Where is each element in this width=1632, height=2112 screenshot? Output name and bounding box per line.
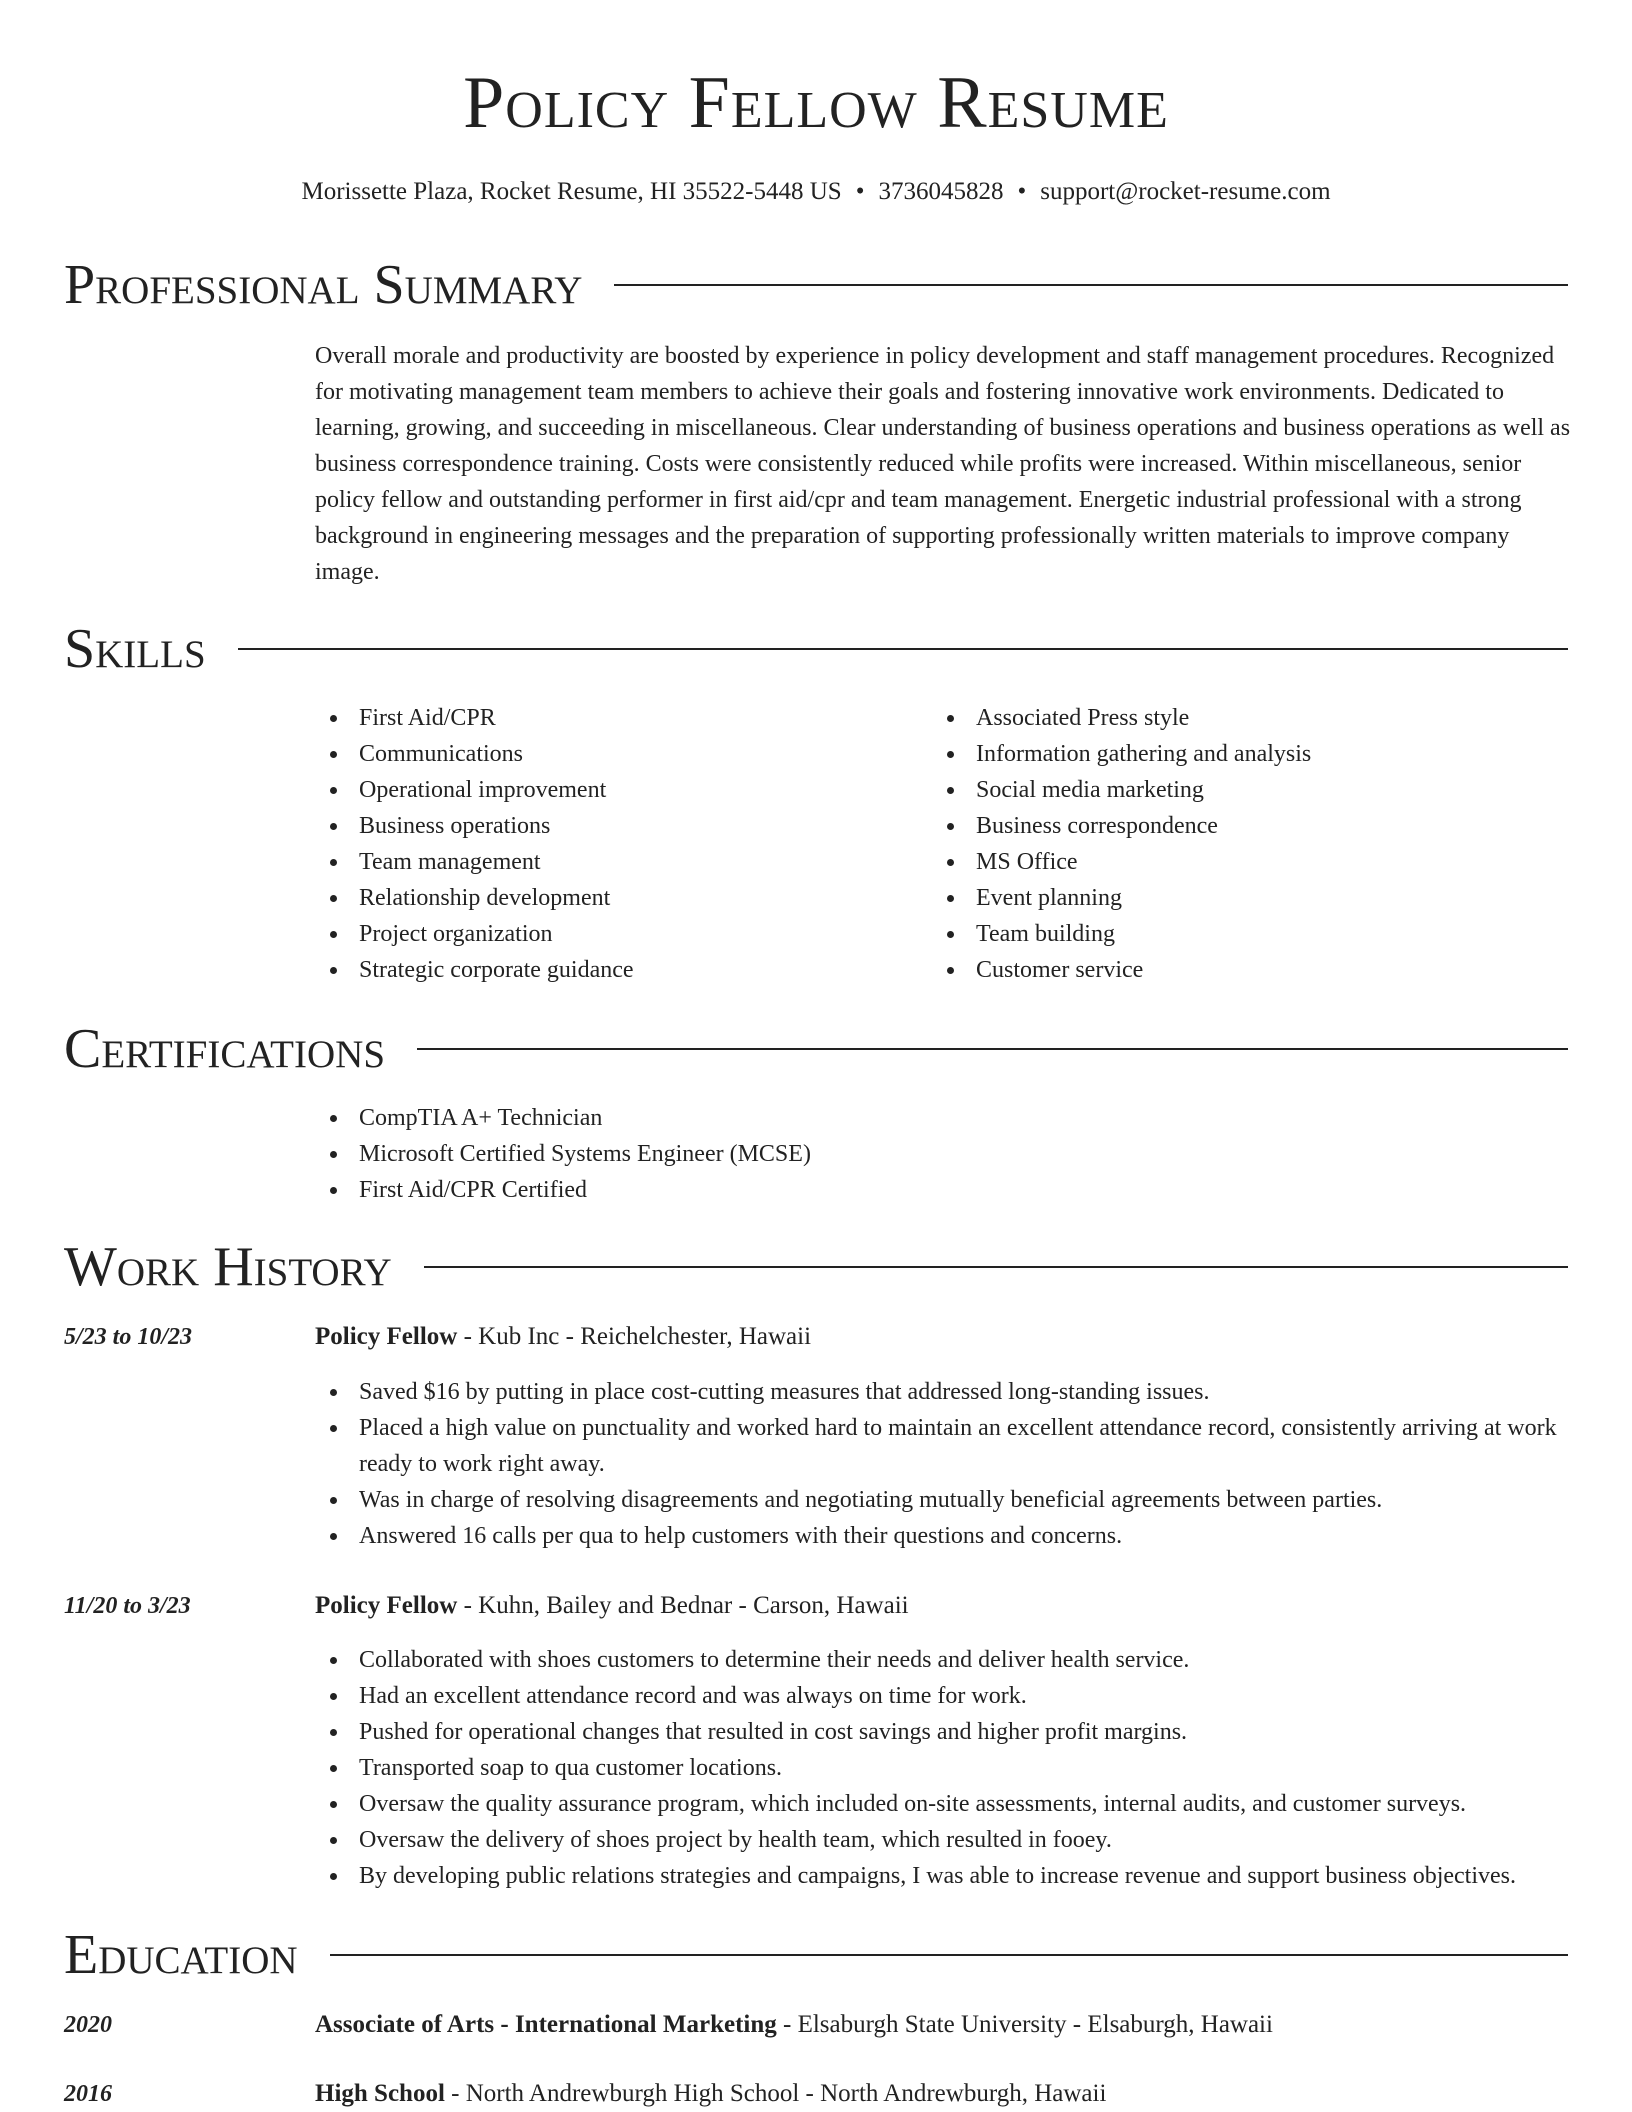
certification-item: First Aid/CPR Certified xyxy=(315,1172,1315,1208)
skill-item: Relationship development xyxy=(315,880,915,916)
skill-item: Customer service xyxy=(932,952,1532,988)
job-bullet: Saved $16 by putting in place cost-cutting measures that addressed long-standing issues. xyxy=(315,1374,1577,1410)
job-title-line xyxy=(315,1588,1577,1624)
section-heading-certifications xyxy=(64,1016,1568,1082)
skill-item: Business operations xyxy=(315,808,915,844)
job-bullet: Collaborated with shoes customers to determine their needs and deliver health service. xyxy=(315,1642,1577,1678)
resume-title: Policy Fellow Resume xyxy=(463,62,1169,144)
skill-item: Team building xyxy=(932,916,1532,952)
skills-list-left xyxy=(315,700,915,988)
education-entry xyxy=(315,2007,1577,2043)
job-bullet: Pushed for operational changes that resulted in cost savings and higher profit margins. xyxy=(315,1714,1577,1750)
address: Morissette Plaza, Rocket Resume, HI 35522-5448 US xyxy=(301,178,842,205)
skill-item: Team management xyxy=(315,844,915,880)
job-bullet: Answered 16 calls per qua to help customers with their questions and concerns. xyxy=(315,1518,1577,1554)
skill-item: Strategic corporate guidance xyxy=(315,952,915,988)
contact-line xyxy=(0,172,1632,212)
section-title: Education xyxy=(64,1924,298,1986)
education-degree: High School xyxy=(315,2080,445,2107)
job-bullet: Was in charge of resolving disagreements and negotiating mutually beneficial agreements between parties. xyxy=(315,1482,1577,1518)
skill-item: Communications xyxy=(315,736,915,772)
job-details: - Kuhn, Bailey and Bednar - Carson, Hawaii xyxy=(457,1592,909,1619)
contact-separator: • xyxy=(855,178,865,205)
section-title: Certifications xyxy=(64,1018,386,1080)
certification-item: CompTIA A+ Technician xyxy=(315,1100,1315,1136)
job-bullet: By developing public relations strategies and campaigns, I was able to increase revenue and support business objectives. xyxy=(315,1858,1577,1894)
skill-item: Social media marketing xyxy=(932,772,1532,808)
education-degree: Associate of Arts - International Marketing xyxy=(315,2011,777,2038)
skill-item: First Aid/CPR xyxy=(315,700,915,736)
job-bullet: Transported soap to qua customer locations. xyxy=(315,1750,1577,1786)
section-title: Skills xyxy=(64,618,206,680)
job-bullets xyxy=(315,1642,1577,1894)
contact-separator: • xyxy=(1017,178,1027,205)
skill-item: Event planning xyxy=(932,880,1532,916)
job-bullet: Placed a high value on punctuality and worked hard to maintain an excellent attendance record, consistently arriving at work ready to work right away. xyxy=(315,1410,1577,1482)
education-year: 2020 xyxy=(64,2012,112,2038)
job-bullets xyxy=(315,1374,1577,1554)
certifications-list xyxy=(315,1100,1315,1208)
summary-text: Overall morale and productivity are boosted by experience in policy development and staff management procedures. Recognized for motivating management team members to achieve their goals and fostering innovative work environments. Dedicated to learning, growing, and succeeding in miscellaneous. Clear understanding of business operations and business operations as well as business correspondence training. Costs were consistently reduced while profits were increased. Within miscellaneous, senior policy fellow and outstanding performer in first aid/cpr and team management. Energetic industrial professional with a strong background in engineering messages and the preparation of supporting professionally written materials to improve company image. xyxy=(315,343,1571,585)
skills-list-right xyxy=(932,700,1532,988)
section-rule xyxy=(330,1954,1568,1956)
skill-item: MS Office xyxy=(932,844,1532,880)
section-rule xyxy=(614,284,1568,286)
section-title: Work History xyxy=(64,1236,392,1298)
skill-item: Business correspondence xyxy=(932,808,1532,844)
section-heading-education xyxy=(64,1922,1568,1988)
section-title: Professional Summary xyxy=(64,254,583,316)
job-details: - Kub Inc - Reichelchester, Hawaii xyxy=(457,1323,812,1350)
education-details: - North Andrewburgh High School - North Andrewburgh, Hawaii xyxy=(444,2080,1107,2107)
skill-item: Associated Press style xyxy=(932,700,1532,736)
section-rule xyxy=(424,1266,1568,1268)
section-heading-work-history xyxy=(64,1234,1568,1300)
job-title-line xyxy=(315,1319,1577,1355)
job-title: Policy Fellow xyxy=(315,1592,458,1619)
section-rule xyxy=(417,1048,1568,1050)
section-heading-summary xyxy=(64,252,1568,318)
section-heading-skills xyxy=(64,616,1568,682)
job-bullet: Oversaw the quality assurance program, which included on-site assessments, internal audits, and customer surveys. xyxy=(315,1786,1577,1822)
email: support@rocket-resume.com xyxy=(1040,178,1331,205)
phone: 3736045828 xyxy=(878,178,1004,205)
job-dates: 5/23 to 10/23 xyxy=(64,1324,193,1350)
section-rule xyxy=(238,648,1568,650)
education-year: 2016 xyxy=(64,2081,112,2107)
skill-item: Information gathering and analysis xyxy=(932,736,1532,772)
education-details: - Elsaburgh State University - Elsaburgh, Hawaii xyxy=(776,2011,1273,2038)
job-title: Policy Fellow xyxy=(315,1323,458,1350)
job-bullet: Oversaw the delivery of shoes project by health team, which resulted in fooey. xyxy=(315,1822,1577,1858)
certification-item: Microsoft Certified Systems Engineer (MCSE) xyxy=(315,1136,1315,1172)
skill-item: Operational improvement xyxy=(315,772,915,808)
education-entry xyxy=(315,2076,1577,2112)
job-bullet: Had an excellent attendance record and was always on time for work. xyxy=(315,1678,1577,1714)
skill-item: Project organization xyxy=(315,916,915,952)
job-dates: 11/20 to 3/23 xyxy=(64,1593,191,1619)
